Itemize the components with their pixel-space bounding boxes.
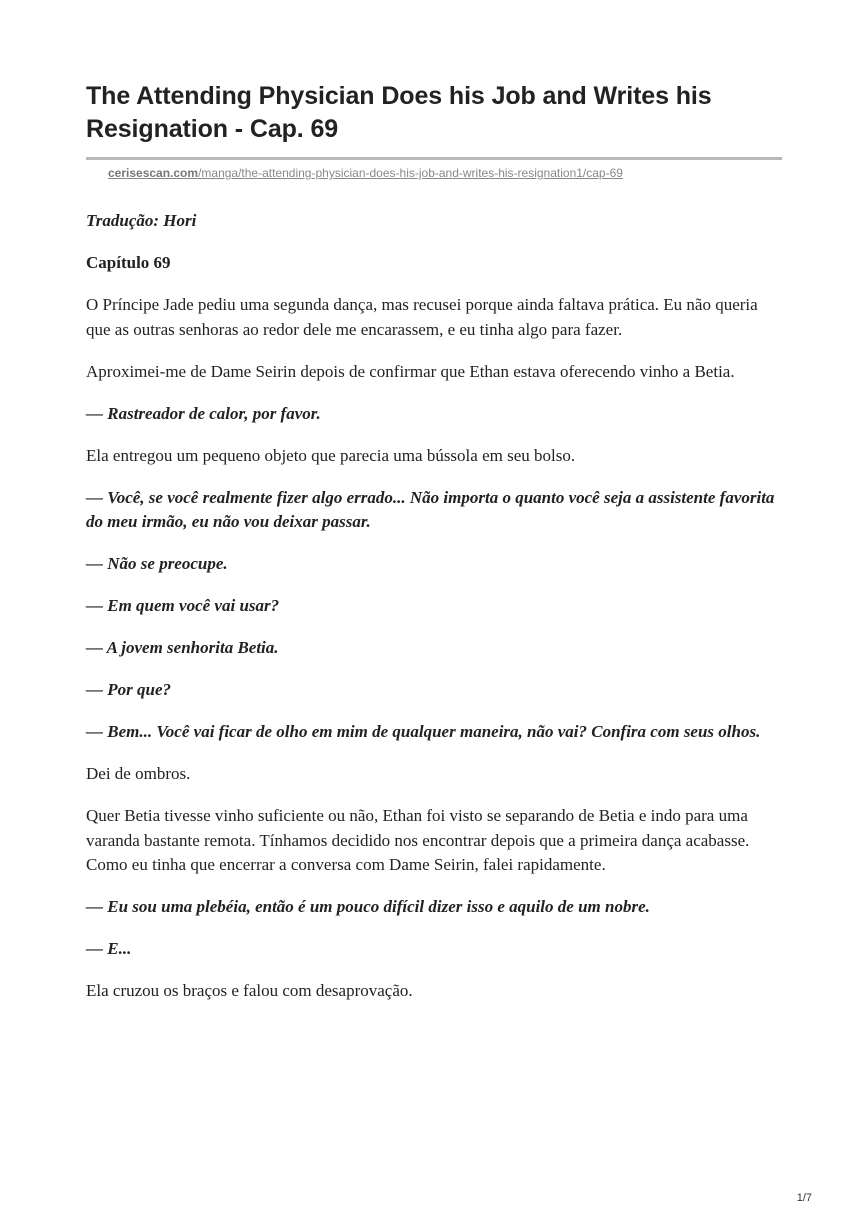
paragraph: O Príncipe Jade pediu uma segunda dança, mas recusei porque ainda faltava prática. Eu não queria que as outras senhoras ao redor dele me encarassem, e eu tinha algo para fazer. — [86, 295, 758, 339]
paragraph: Ela entregou um pequeno objeto que parecia uma bússola em seu bolso. — [86, 445, 576, 465]
source-url-link[interactable] — [86, 165, 782, 181]
paragraph: Capítulo 69 — [86, 253, 171, 272]
paragraph: — Não se preocupe. — [86, 554, 228, 573]
paragraph: — Em quem você vai usar? — [86, 596, 280, 615]
document-page — [86, 80, 782, 1021]
paragraph: Ela cruzou os braços e falou com desaprovação. — [86, 981, 413, 1000]
page-title: The Attending Physician Does his Job and Writes his Resignation - Cap. 69 — [86, 82, 712, 143]
paragraph: Tradução: Hori — [86, 211, 197, 230]
title-divider — [86, 157, 782, 160]
source-path[interactable]: /manga/the-attending-physician-does-his-job-and-writes-his-resignation1/cap-69 — [198, 166, 623, 180]
source-domain[interactable]: cerisescan.com — [108, 166, 199, 180]
chapter-content — [86, 209, 782, 1004]
paragraph: Dei de ombros. — [86, 764, 191, 783]
paragraph: — Você, se você realmente fizer algo errado... Não importa o quanto você seja a assistente favorita do meu irmão, eu não vou deixar passar. — [86, 487, 775, 531]
paragraph: — E... — [86, 939, 132, 958]
paragraph: — Rastreador de calor, por favor. — [86, 403, 321, 423]
paragraph: — Bem... Você vai ficar de olho em mim de qualquer maneira, não vai? Confira com seus olhos. — [86, 722, 761, 741]
paragraph: Aproximei-me de Dame Seirin depois de confirmar que Ethan estava oferecendo vinho a Betia. — [86, 361, 735, 381]
paragraph: — A jovem senhorita Betia. — [86, 638, 279, 657]
paragraph: — Eu sou uma plebéia, então é um pouco difícil dizer isso e aquilo de um nobre. — [86, 897, 650, 916]
page-number: 1/7 — [796, 1192, 812, 1204]
paragraph: Quer Betia tivesse vinho suficiente ou não, Ethan foi visto se separando de Betia e indo para uma varanda bastante remota. Tínhamos decidido nos encontrar depois que a primeira dança acabasse. Como eu tinha que encerrar a conversa com Dame Seirin, falei rapidamente. — [86, 806, 750, 874]
paragraph: — Por que? — [86, 680, 171, 699]
